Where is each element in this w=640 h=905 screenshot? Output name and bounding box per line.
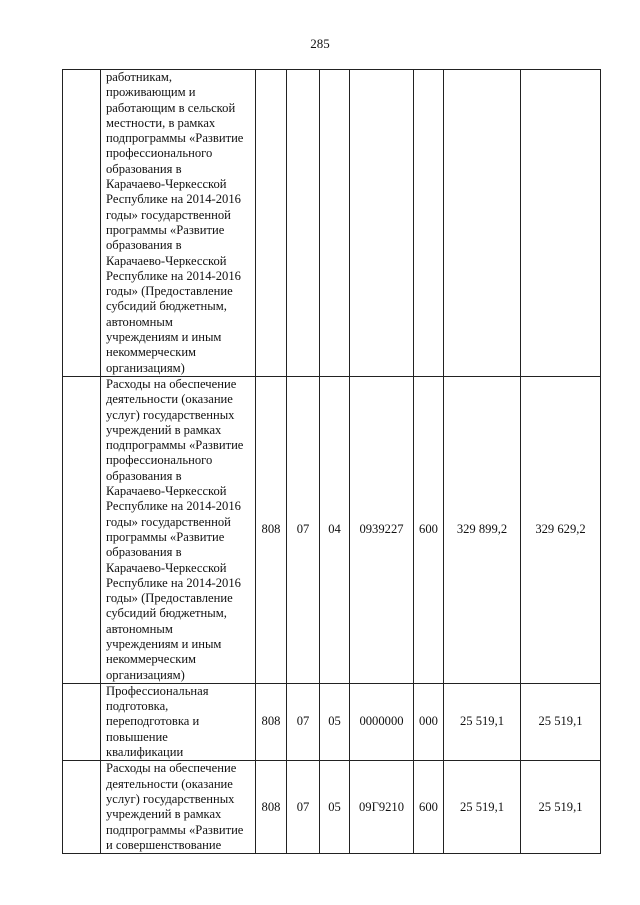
- subsection-code-cell: 05: [320, 761, 350, 854]
- amount-year1-cell: 25 519,1: [444, 761, 521, 854]
- expense-type-cell: 600: [414, 761, 444, 854]
- ministry-code-cell: [256, 70, 287, 377]
- section-code-cell: 07: [287, 761, 320, 854]
- subsection-code-cell: 04: [320, 376, 350, 683]
- amount-year1-cell: 329 899,2: [444, 376, 521, 683]
- target-article-cell: 09Г9210: [350, 761, 414, 854]
- table-row: [63, 683, 601, 760]
- expense-name-cell: Расходы на обеспечение деятельности (оказание услуг) государственных учреждений в рамках подпрограммы «Развитие профессионального образования в Карачаево-Черкесской Республике на 2014-2016 годы» государственной программы «Развитие образования в Карачаево-Черкесской Республике на 2014-2016 годы» (Предоставление субсидий бюджетным, автономным учреждениям и иным некоммерческим организациям): [101, 376, 256, 683]
- target-article-cell: [350, 70, 414, 377]
- expense-type-cell: 600: [414, 376, 444, 683]
- amount-year2-cell: 25 519,1: [521, 683, 601, 760]
- amount-year2-cell: [521, 70, 601, 377]
- subsection-code-cell: 05: [320, 683, 350, 760]
- subsection-code-cell: [320, 70, 350, 377]
- section-code-cell: 07: [287, 376, 320, 683]
- amount-year2-cell: 25 519,1: [521, 761, 601, 854]
- target-article-cell: 0939227: [350, 376, 414, 683]
- row-number-cell: [63, 70, 101, 377]
- amount-year1-cell: [444, 70, 521, 377]
- target-article-cell: 0000000: [350, 683, 414, 760]
- section-code-cell: 07: [287, 683, 320, 760]
- table-row: [63, 761, 601, 854]
- amount-year1-cell: 25 519,1: [444, 683, 521, 760]
- ministry-code-cell: 808: [256, 376, 287, 683]
- row-number-cell: [63, 683, 101, 760]
- expense-name-cell: работникам, проживающим и работающим в сельской местности, в рамках подпрограммы «Развитие профессионального образования в Карачаево-Черкесской Республике на 2014-2016 годы» государственной программы «Развитие образования в Карачаево-Черкесской Республике на 2014-2016 годы» (Предоставление субсидий бюджетным, автономным учреждениям и иным некоммерческим организациям): [101, 70, 256, 377]
- budget-table: [62, 69, 601, 854]
- ministry-code-cell: 808: [256, 683, 287, 760]
- section-code-cell: [287, 70, 320, 377]
- row-number-cell: [63, 761, 101, 854]
- row-number-cell: [63, 376, 101, 683]
- table-row: [63, 376, 601, 683]
- page-number: 285: [310, 36, 330, 51]
- expense-type-cell: 000: [414, 683, 444, 760]
- table-row: [63, 70, 601, 377]
- expense-name-cell: Расходы на обеспечение деятельности (оказание услуг) государственных учреждений в рамках подпрограммы «Развитие и совершенствование: [101, 761, 256, 854]
- expense-name-cell: Профессиональная подготовка, переподготовка и повышение квалификации: [101, 683, 256, 760]
- amount-year2-cell: 329 629,2: [521, 376, 601, 683]
- ministry-code-cell: 808: [256, 761, 287, 854]
- expense-type-cell: [414, 70, 444, 377]
